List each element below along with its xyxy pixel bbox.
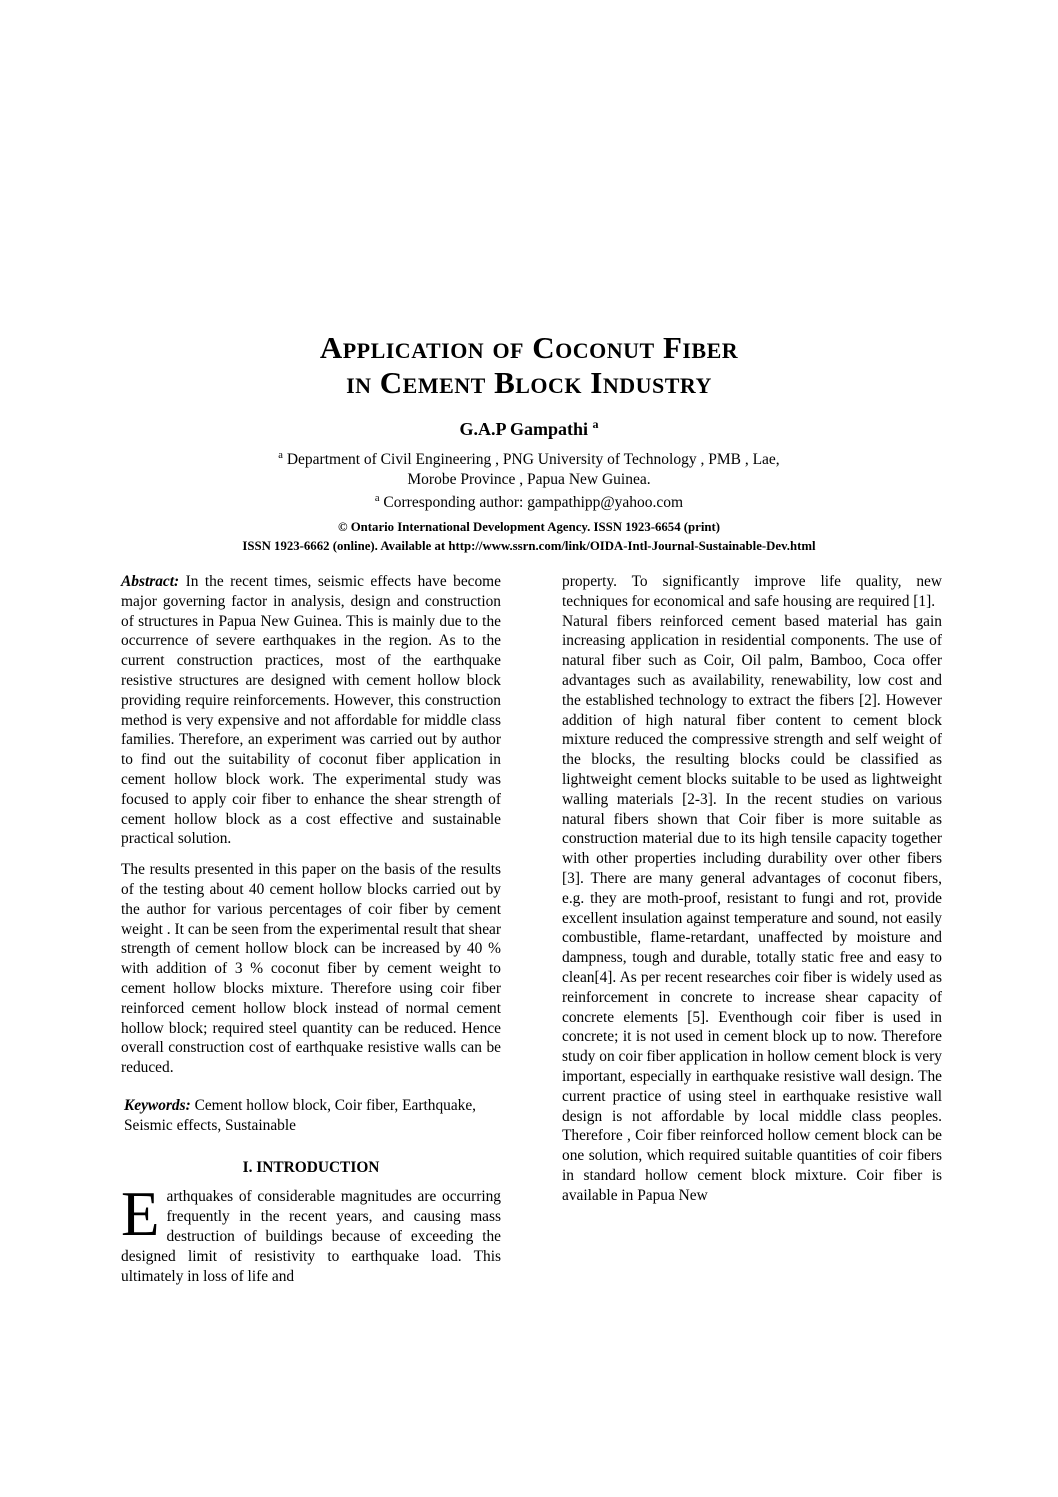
imprint-line-2: ISSN 1923-6662 (online). Available at http://www.ssrn.com/link/OIDA-Intl-Journal-Sustainable-Dev.html — [242, 538, 816, 553]
abstract-text: In the recent times, seismic effects have become major governing factor in analysis, design and construction of structures in Papua New Guinea. This is mainly due to the occurrence of severe earthquakes in the region. As to the current construction practices, most of the earthquake resistive structures are designed with cement hollow block providing require reinforcements. However, this construction method is very expensive and not affordable for middle class families. Therefore, an experiment was carried out by author to find out the suitability of coconut fiber application in cement hollow block work. The experimental study was focused to apply coir fiber to enhance the shear strength of cement hollow block as a cost effective and sustainable practical solution. — [121, 573, 501, 848]
affiliation-line-3 — [0, 489, 1058, 513]
results-paragraph: The results presented in this paper on the basis of the results of the testing about 40 cement hollow blocks carried out by the author for various percentages of coir fiber by cement weight . It can be seen from the experimental result that shear strength of cement hollow block can be increased by 40 % with addition of 3 % coconut fiber by cement weight to cement hollow blocks mixture. Therefore using coir fiber reinforced cement hollow block instead of normal cement hollow block; required steel quantity can be reduced. Hence overall construction cost of earthquake resistive walls can be reduced. — [121, 861, 501, 1077]
keywords-label: Keywords: — [124, 1096, 191, 1114]
abstract-paragraph — [121, 572, 501, 849]
affiliation-line-1 — [0, 446, 1058, 470]
keywords-paragraph — [121, 1096, 501, 1136]
right-column — [562, 572, 942, 1286]
left-column — [121, 572, 501, 1286]
body-columns — [121, 572, 942, 1286]
drop-cap: E — [121, 1179, 160, 1250]
title-line-2: in Cement Block Industry — [346, 365, 712, 400]
title-line-1: Application of Coconut Fiber — [319, 330, 739, 365]
introduction-heading: I. INTRODUCTION — [242, 1158, 380, 1176]
author-superscript: a — [592, 417, 599, 431]
affiliation-line-2: Morobe Province , Papua New Guinea. — [407, 470, 651, 488]
introduction-text: arthquakes of considerable magnitudes are occurring frequently in the recent years, and causing mass destruction of buildings because of exceeding the designed limit of resistivity to earthquake load. This ultimately in loss of life and — [121, 1188, 501, 1285]
affiliation-block — [0, 446, 1058, 513]
keywords-text: Cement hollow block, Coir fiber, Earthquake, Seismic effects, Sustainable — [124, 1096, 477, 1134]
right-paragraph-2: Natural fibers reinforced cement based material has gain increasing application in residential components. The use of natural fiber such as Coir, Oil palm, Bamboo, Coca offer advantages such as availability, renewability, low cost and the established technology to extract the fibers [2]. However addition of high natural fiber content to cement block mixture reduced the compressive strength and self weight of the blocks, the resulting blocks could be classified as lightweight cement blocks suitable to be used as lightweight walling materials [2-3]. In the recent studies on various natural fibers shown that Coir fiber is more suitable as construction material due to its high tensile capacity together with other properties including durability over other fibers [3]. There are many general advantages of coconut fibers, e.g. they are moth-proof, resistant to fungi and rot, provide excellent insulation against temperature and sound, not easily combustible, flame-retardant, unaffected by moisture and dampness, tough and durable, totally static free and easy to clean[4]. As per recent researches coir fiber is widely used as reinforcement in concrete to increase shear capacity of concrete elements [5]. Eventhough coir fiber is used in concrete; it is not used in cement block up to now. Therefore study on coir fiber application in hollow cement block is very important, especially in earthquake resistive wall design. The current practice of using steel in earthquake resistive wall design is not affordable by local middle class peoples. Therefore , Coir fiber reinforced hollow cement block can be one solution, which required suitable quantities of coir fibers in standard hollow cement block mixture. Coir fiber is available in Papua New — [562, 612, 942, 1204]
affiliation-text-1: Department of Civil Engineering , PNG University of Technology , PMB , Lae, — [286, 451, 780, 469]
imprint-block — [0, 518, 1058, 555]
paper-title — [0, 330, 1058, 400]
introduction-paragraph — [121, 1179, 501, 1286]
affiliation-sup-1: a — [278, 450, 283, 461]
affiliation-sup-3: a — [374, 493, 380, 505]
author-name: G.A.P Gampathi — [459, 419, 588, 439]
author-line — [0, 417, 1058, 440]
right-paragraph-1: property. To significantly improve life quality, new techniques for economical and safe housing are required [1]. — [562, 573, 942, 610]
imprint-line-1: © Ontario International Development Agency. ISSN 1923-6654 (print) — [337, 520, 721, 534]
corresponding-author-text: Corresponding author: gampathipp@yahoo.com — [383, 494, 684, 512]
abstract-label: Abstract: — [121, 573, 180, 590]
